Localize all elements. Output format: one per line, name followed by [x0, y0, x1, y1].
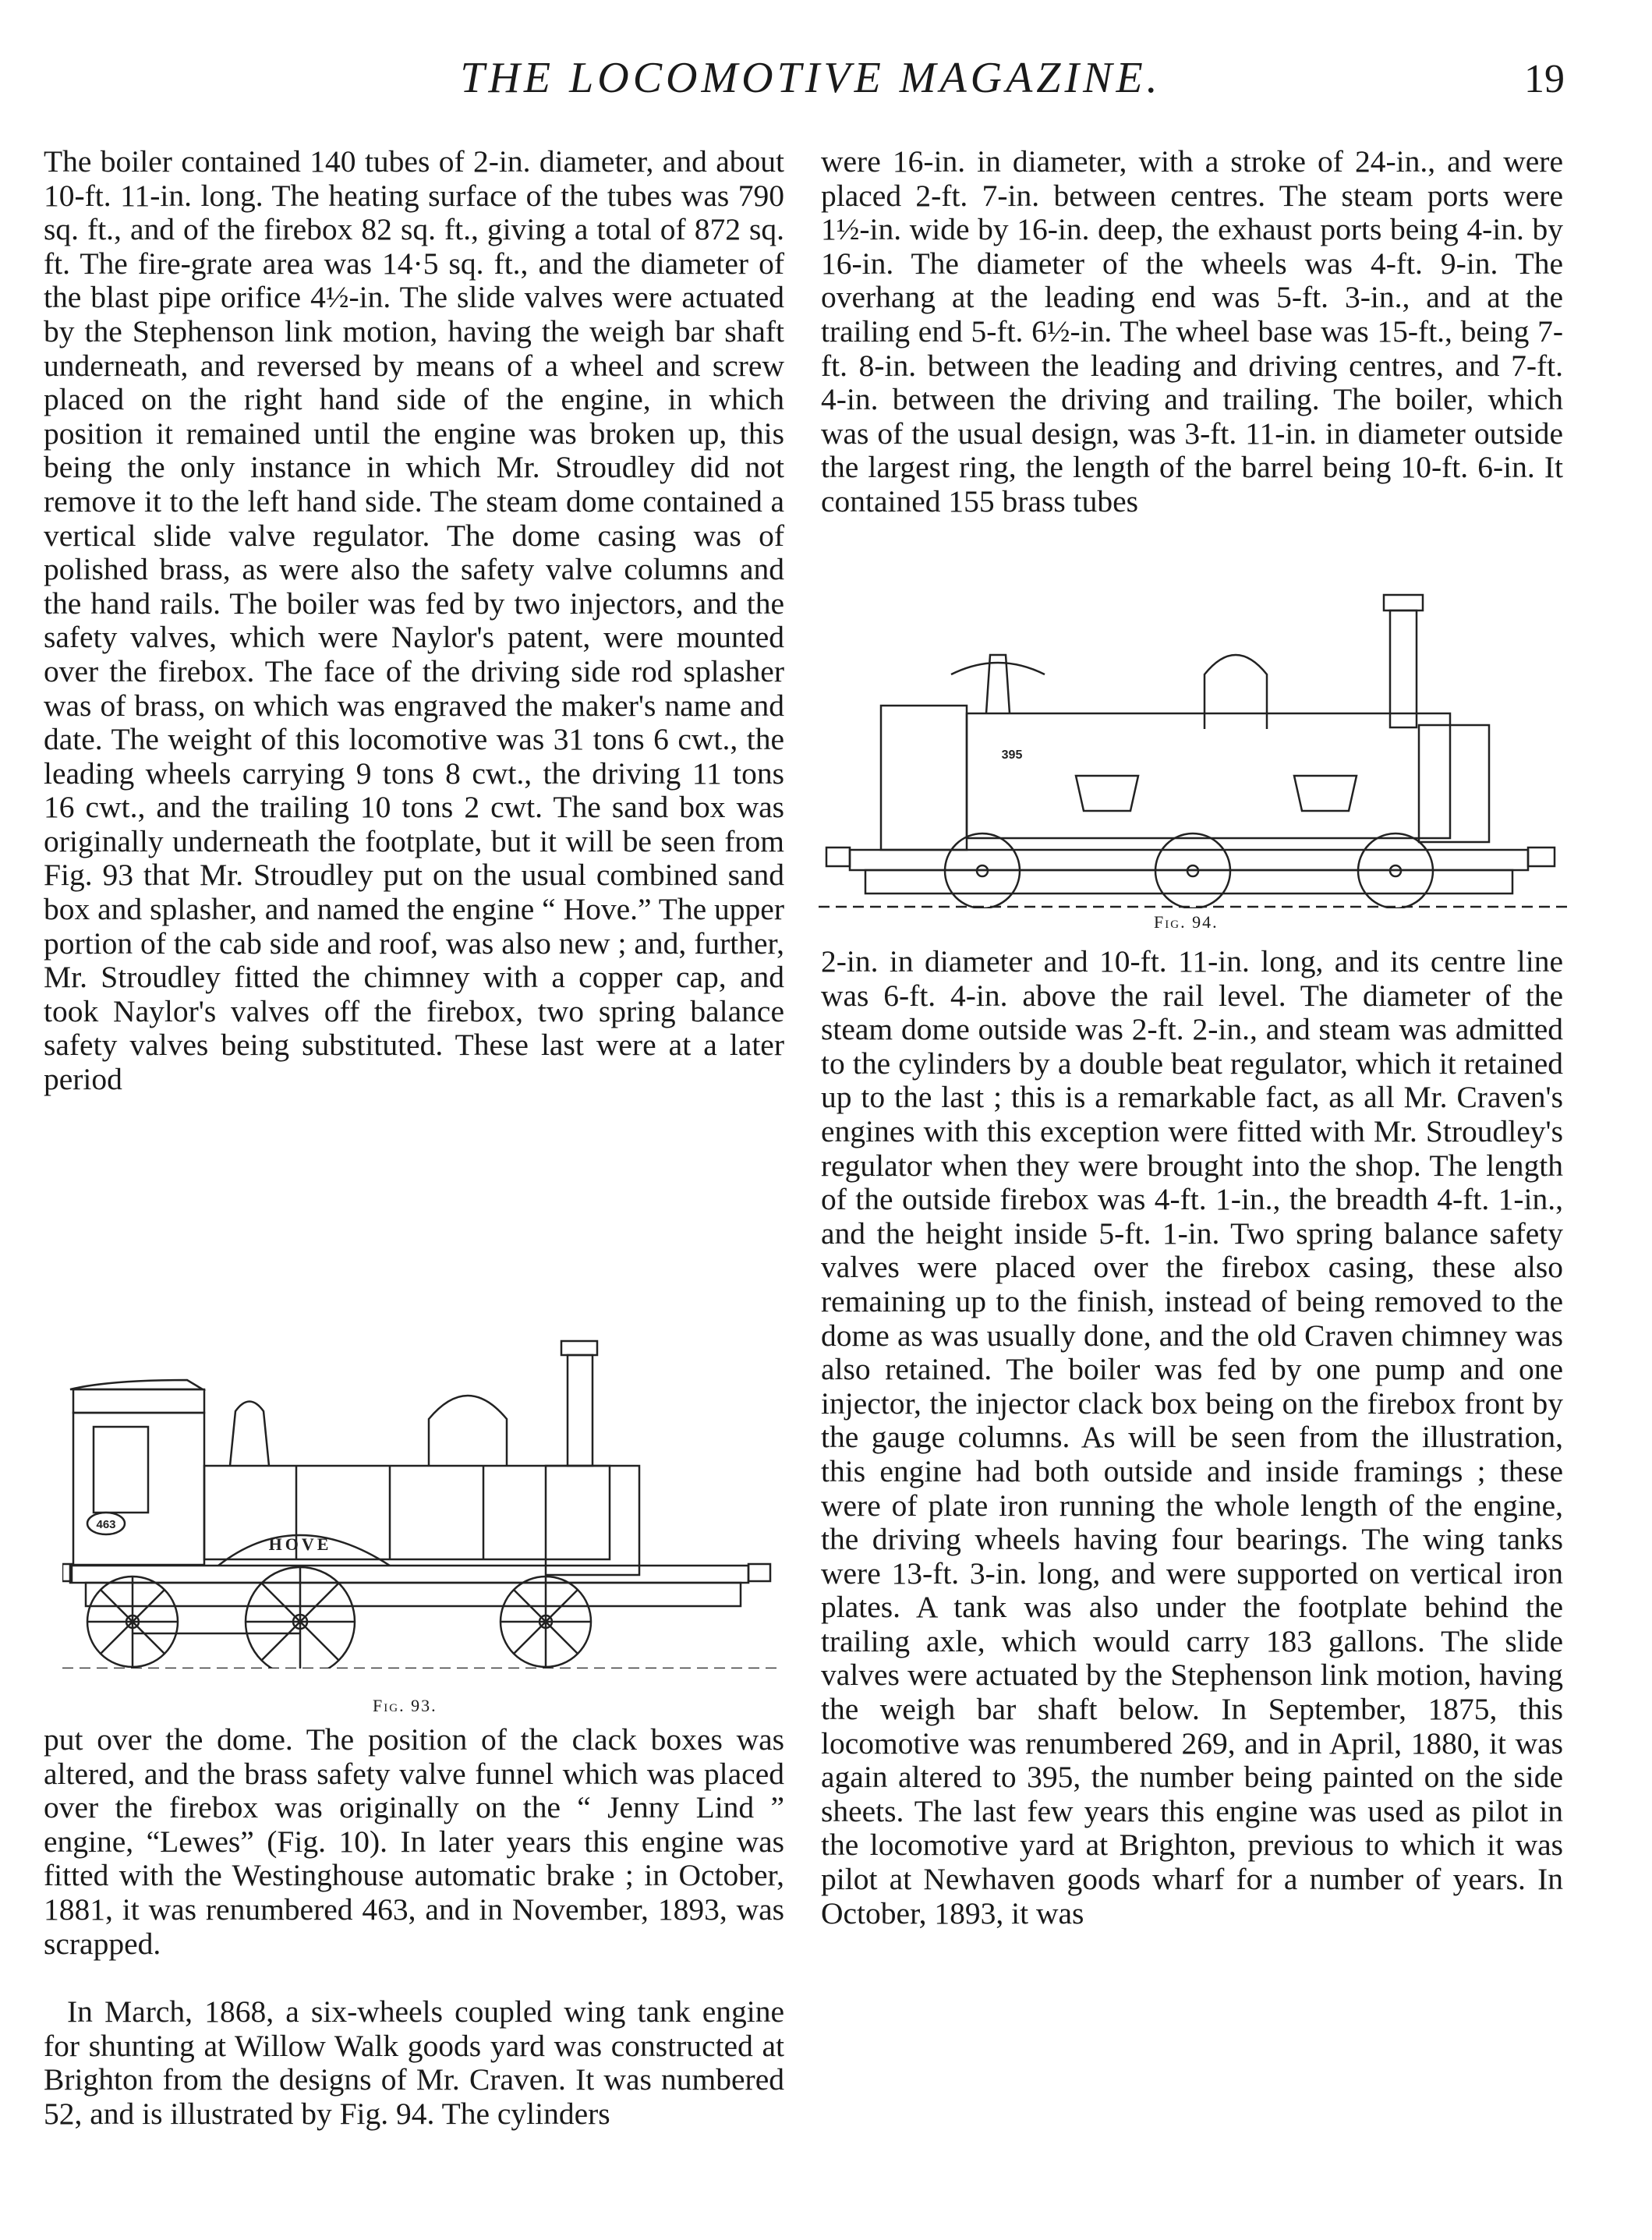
paragraph: In March, 1868, a six-wheels coupled wing tank engine for shunting at Willow Walk goods yard was constructed at Brighton from the designs of Mr. Craven. It was numbered 52, and is illustrated by Fig. 94. The cylinders	[44, 1994, 784, 2131]
number-plate-text: 463	[96, 1518, 116, 1531]
engine-name-plate: HOVE	[268, 1534, 332, 1554]
rear-buffer	[826, 848, 850, 866]
figure-93-illustration	[62, 1318, 780, 1668]
steam-dome	[429, 1396, 507, 1466]
right-column-text-top	[821, 145, 1563, 519]
safety-valve-lever	[951, 663, 1045, 674]
figure-94-caption: Fig. 94.	[1154, 912, 1219, 932]
paragraph: The boiler contained 140 tubes of 2-in. diameter, and about 10-ft. 11-in. long. The heating surface of the tubes was 790 sq. ft., and of the firebox 82 sq. ft., giving a total of 872 sq. ft. The fire-grate area was 14·5 sq. ft., and the diameter of the blast pipe orifice 4½-in. The slide valves were actuated by the Stephenson link motion, having the weigh bar shaft underneath, and reversed by means of a wheel and screw placed on the right hand side of the engine, in which position it remained until the engine was broken up, this being the only instance in which Mr. Stroudley did not remove it to the left hand side. The steam dome contained a vertical slide valve regulator. The dome casing was of polished brass, as were also the safety valve columns and the hand rails. The boiler was fed by two injectors, and the safety valves, which were Naylor's patent, were mounted over the firebox. The face of the driving side rod splasher was of brass, on which was engraved the maker's name and date. The weight of this locomotive was 31 tons 6 cwt., the leading wheels carrying 9 tons 8 cwt., the driving 11 tons 16 cwt., and the trailing 10 tons 2 cwt. The sand box was originally underneath the footplate, but it will be seen from Fig. 93 that Mr. Stroudley put on the usual combined sand box and splasher, and named the engine “ Hove.” The upper portion of the cab side and roof, was also new ; and, further, Mr. Stroudley fitted the chimney with a copper cap, and took Naylor's valves off the firebox, two spring balance safety valves being substituted. These last were at a later period	[44, 144, 784, 1097]
left-column-text-bottom	[44, 1995, 784, 2131]
front-buffer	[1528, 848, 1555, 866]
paragraph: 2-in. in diameter and 10-ft. 11-in. long, and its centre line was 6-ft. 4-in. above the rail level. The diameter of the steam dome outside was 2-ft. 2-in., and steam was admitted to the cylinders by a double beat regulator, which it retained up to the last ; this is a remarkable fact, as all Mr. Craven's engines with this exception were fitted with Mr. Stroudley's regulator when they were brought into the shop. The length of the outside firebox was 4-ft. 1-in., the breadth 4-ft. 1-in., and the height inside 5-ft. 1-in. Two spring balance safety valves were placed over the firebox casing, these also remaining up to the finish, instead of being removed to the dome as was usually done, and the old Craven chimney was also retained. The boiler was fed by one pump and one injector, the injector clack box being on the firebox front by the gauge columns. As will be seen from the illustration, this engine had both outside and inside framings ; these were of plate iron running the whole length of the engine, the driving wheels having four bearings. The wing tanks were 13-ft. 3-in. long, and were supported on vertical iron plates. A tank was also under the footplate behind the trailing axle, which would carry 183 gallons. The slide valves were actuated by the Stephenson link motion, having the weigh bar shaft below. In September, 1875, this locomotive was renumbered 269, and in April, 1880, it was again altered to 395, the number being painted on the side sheets. The last few years this engine was used as pilot in the locomotive yard at Brighton, previous to which it was pilot at Newhaven goods wharf for a number of years. In October, 1893, it was	[821, 944, 1563, 1930]
boiler	[204, 1466, 610, 1559]
leading-wheel	[501, 1576, 591, 1667]
cab-roof	[73, 1389, 204, 1413]
chimney-cap	[561, 1341, 597, 1355]
cab-window	[94, 1427, 148, 1513]
trailing-wheel	[87, 1576, 178, 1667]
figure-94-illustration	[819, 581, 1567, 908]
footplate	[70, 1566, 748, 1583]
frame	[86, 1583, 741, 1606]
safety-valve-funnel	[230, 1402, 269, 1467]
smokebox	[1419, 725, 1489, 842]
tank-support	[1076, 776, 1138, 811]
paragraph: put over the dome. The position of the clack boxes was altered, and the brass safety valve funnel which was placed over the firebox was originally on the “ Jenny Lind ” engine, “Lewes” (Fig. 10). In later years this engine was fitted with the Westinghouse automatic brake ; in October, 1881, it was renumbered 463, and in November, 1893, was scrapped.	[44, 1722, 784, 1961]
magazine-title: THE LOCOMOTIVE MAGAZINE.	[460, 54, 1162, 102]
front-buffer	[748, 1564, 770, 1581]
chimney	[568, 1355, 593, 1466]
chimney-cap	[1384, 595, 1423, 610]
right-column-text-bottom	[821, 945, 1563, 1930]
tank-support	[1294, 776, 1357, 811]
page-header	[0, 45, 1652, 108]
figure-93-caption: Fig. 93.	[373, 1696, 437, 1715]
wing-tank	[967, 713, 1450, 838]
chimney	[1390, 610, 1417, 727]
steam-dome	[1205, 655, 1267, 729]
engine-number: 395	[1001, 748, 1023, 762]
page-number: 19	[1524, 57, 1565, 101]
cab	[881, 706, 967, 850]
cab-roof-line	[70, 1380, 203, 1389]
paragraph: were 16-in. in diameter, with a stroke of 24-in., and were placed 2-ft. 7-in. between centres. The steam ports were 1½-in. wide by 16-in. deep, the exhaust ports being 4-in. by 16-in. The diameter of the wheels was 4-ft. 9-in. The overhang at the leading end was 5-ft. 3-in., and at the trailing end 5-ft. 6½-in. The wheel base was 15-ft., being 7-ft. 8-in. between the leading and driving centres, and 7-ft. 4-in. between the driving and trailing. The boiler, which was of the usual design, was 3-ft. 11-in. in diameter outside the largest ring, the length of the barrel being 10-ft. 6-in. It contained 155 brass tubes	[821, 144, 1563, 518]
left-column-text-middle	[44, 1723, 784, 1961]
driving-wheel	[246, 1567, 355, 1668]
left-column-text-top	[44, 145, 784, 1097]
